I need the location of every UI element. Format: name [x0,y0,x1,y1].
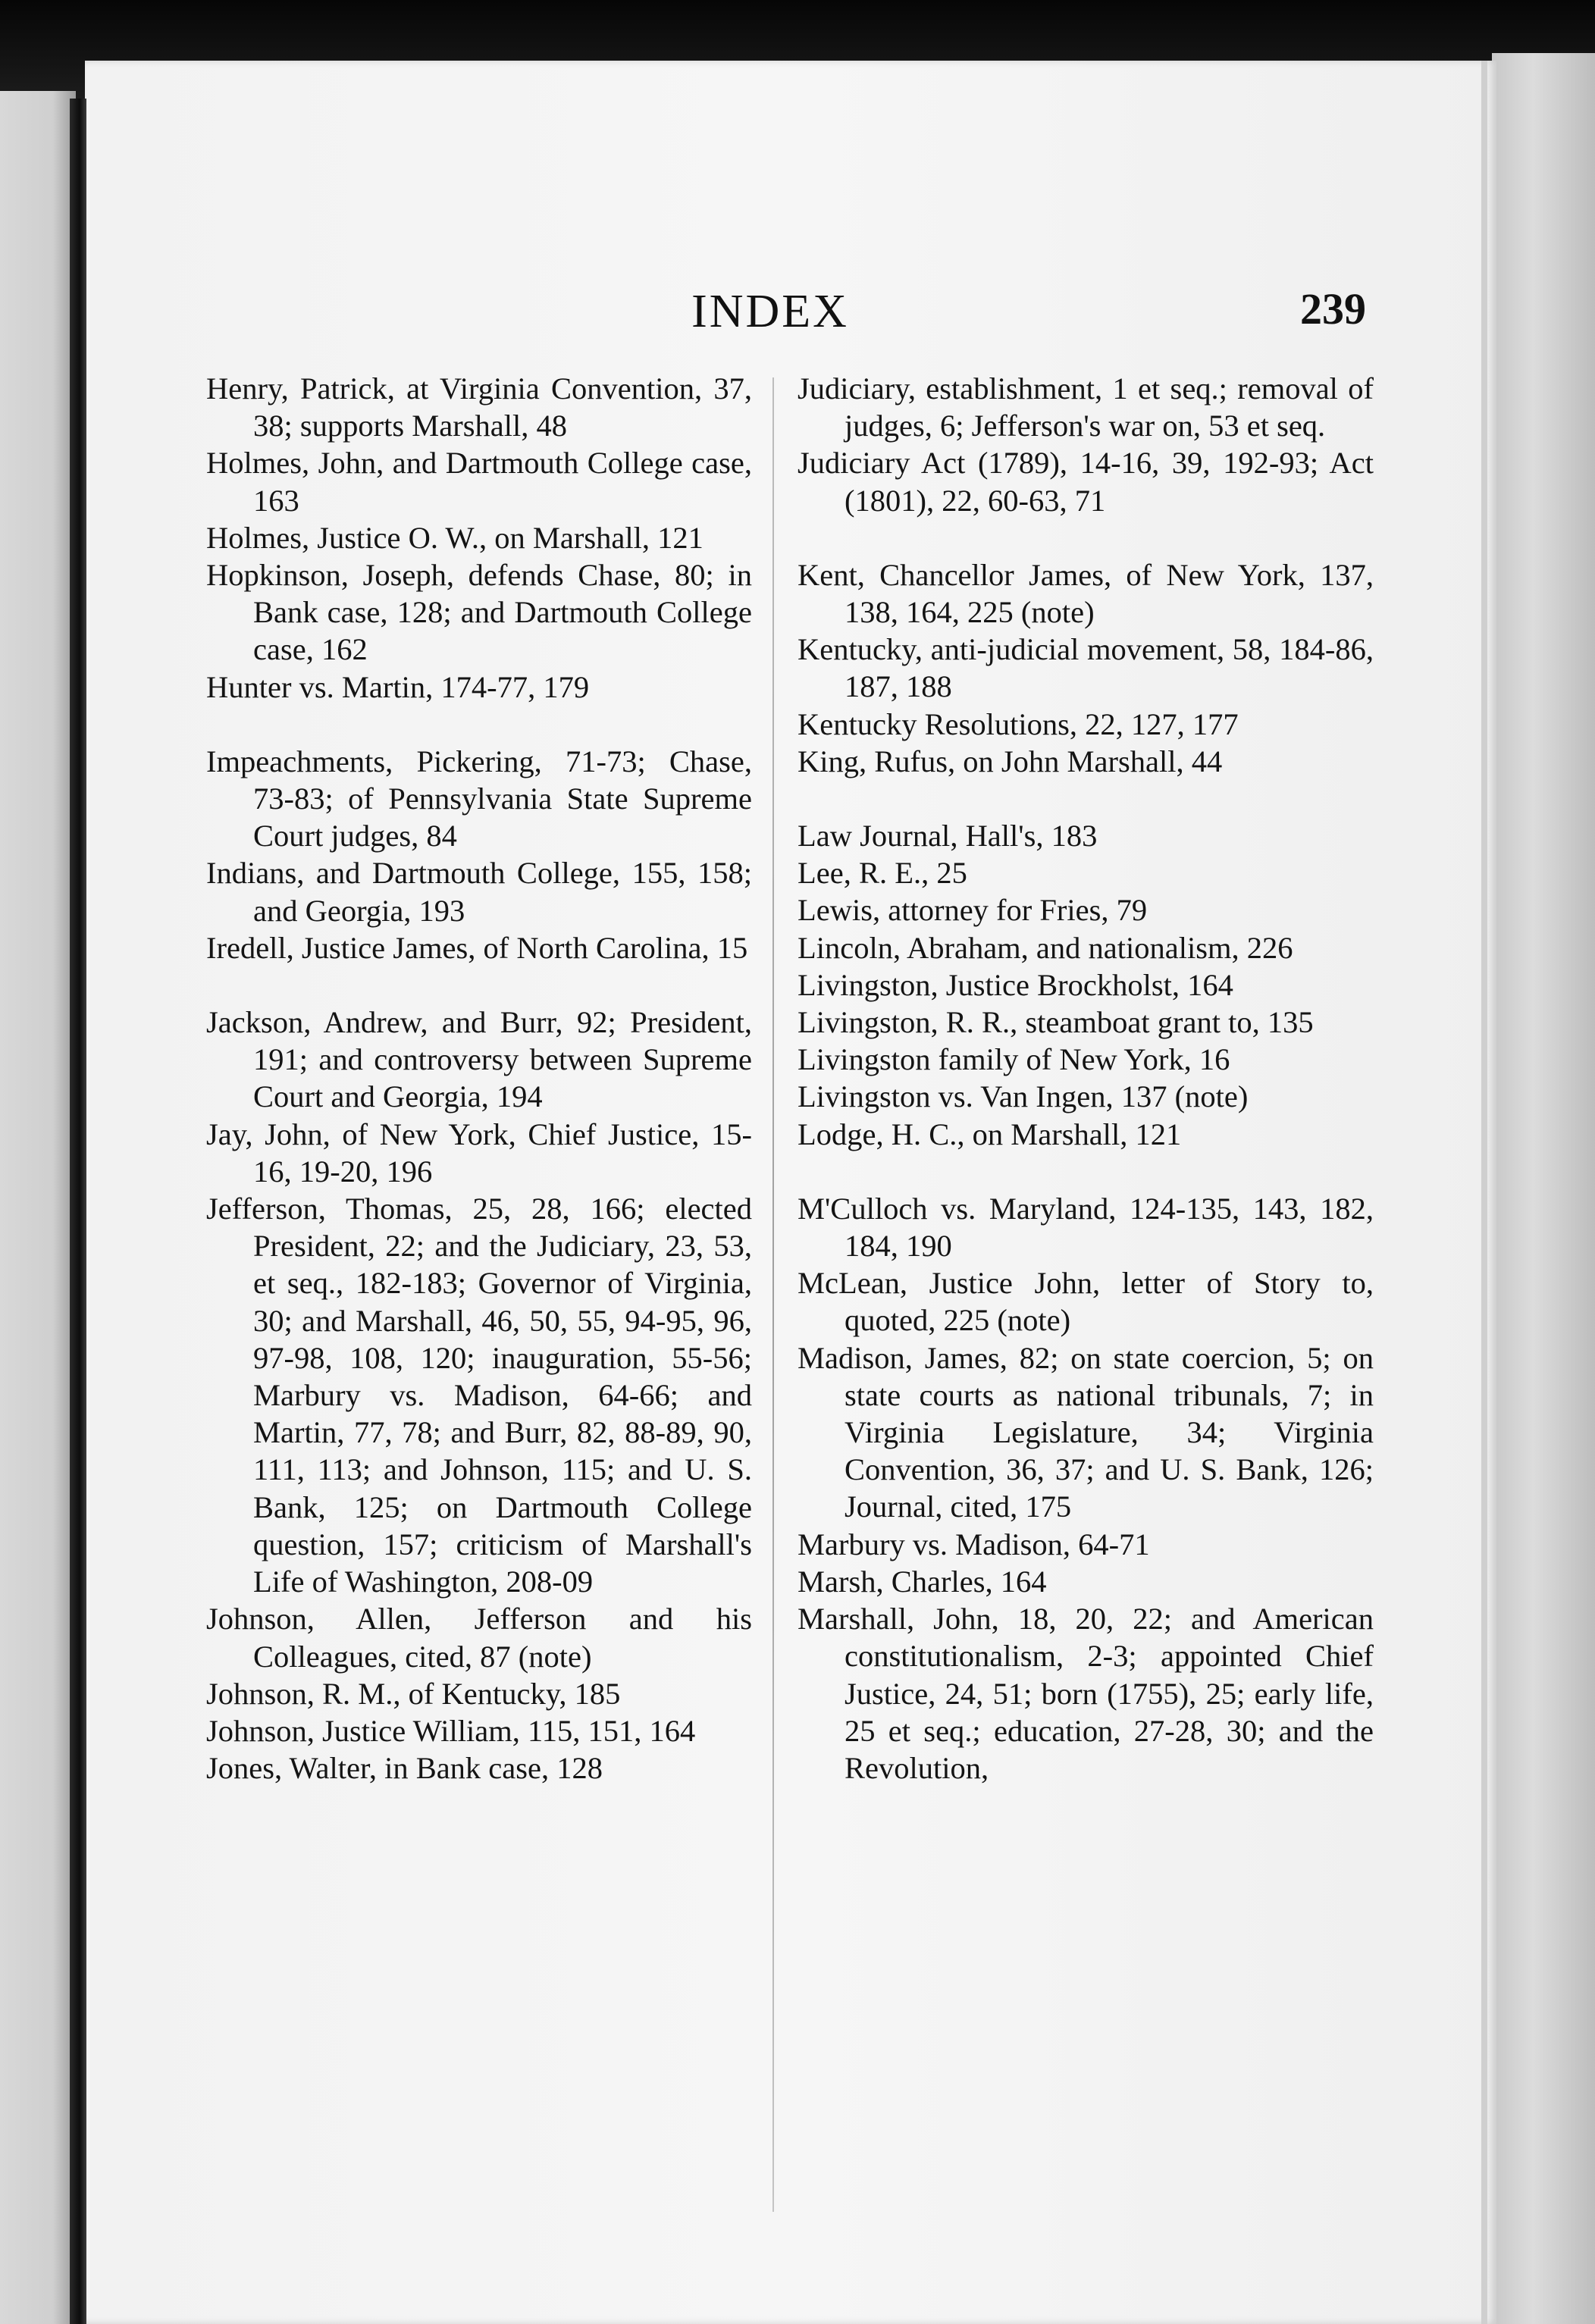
index-entry: Kentucky Resolutions, 22, 127, 177 [798,706,1239,741]
page-header [85,285,1496,353]
index-entry: Johnson, R. M., of Kentucky, 185 [206,1676,621,1711]
index-entry: Marshall, John, 18, 20, 22; and American constitutionalism, 2-3; appointed Chief Justice, 24, 51; born (1755), 25; early life, 25 et seq.; education, 27-28, 30; and the Revolution, [798,1602,1374,1785]
index-entry: Jones, Walter, in Bank case, 128 [206,1751,603,1786]
index-entry: Johnson, Allen, Jefferson and his Colleagues, cited, 87 (note) [206,1602,752,1674]
book-spine-edge [0,91,76,2324]
index-entry: Iredell, Justice James, of North Carolina, 15 [206,930,748,965]
letter-group-gap [206,966,752,1004]
index-entry: Marbury vs. Madison, 64-71 [798,1527,1150,1561]
index-entry: Livingston, Justice Brockholst, 164 [798,967,1233,1002]
index-entry: Lewis, attorney for Fries, 79 [798,893,1148,928]
index-entry: Holmes, Justice O. W., on Marshall, 121 [206,520,703,555]
index-entry: Jefferson, Thomas, 25, 28, 166; elected President, 22; and the Judiciary, 23, 53, et seq., 182-183; Governor of Virginia, 30; and Marshall, 46, 50, 55, 94-95, 96, 97-98, 108, 120; inauguration, 55-56; Marbury vs. Madison, 64-66; and Martin, 77, 78; and Burr, 82, 88-89, 90, 111, 113; and Johnson, 115; and U. S. Bank, 125; on Dartmouth College question, 157; criticism of Marshall's Life of Washington, 208-09 [206,1192,752,1599]
index-entry: Madison, James, 82; on state coercion, 5; on state courts as national tribunals, 7; in Virginia Legislature, 34; Virginia Convention, 36, 37; and U. S. Bank, 126; Journal, cited, 175 [798,1340,1374,1524]
index-entry: Judiciary Act (1789), 14-16, 39, 192-93; Act (1801), 22, 60-63, 71 [798,446,1374,518]
index-entry: Hunter vs. Martin, 174-77, 179 [206,669,590,704]
index-entry: Lee, R. E., 25 [798,856,967,891]
index-entry: Livingston, R. R., steamboat grant to, 135 [798,1005,1314,1040]
index-entry: Law Journal, Hall's, 183 [798,819,1098,853]
spine-shadow [70,99,86,2324]
index-entry: Jay, John, of New York, Chief Justice, 15-16, 19-20, 196 [206,1117,752,1189]
index-entry: Lodge, H. C., on Marshall, 121 [798,1117,1182,1151]
letter-group-gap [798,780,1374,817]
running-head: INDEX [691,286,849,337]
index-entry: Kent, Chancellor James, of New York, 137, 138, 164, 225 (note) [798,557,1374,630]
page-number: 239 [1300,284,1366,334]
index-entry: Indians, and Dartmouth College, 155, 158; and Georgia, 193 [206,856,752,928]
index-entry: Hopkinson, Joseph, defends Chase, 80; in Bank case, 128; and Dartmouth College case, 162 [206,558,752,667]
page-edge-line [1481,61,1487,2324]
letter-group-gap [798,519,1374,556]
letter-group-gap [798,1153,1374,1190]
index-entry: Jackson, Andrew, and Burr, 92; President, 191; and controversy between Supreme Court and Georgia, 194 [206,1005,752,1114]
index-entry: King, Rufus, on John Marshall, 44 [798,744,1223,778]
index-entry: Judiciary, establishment, 1 et seq.; removal of judges, 6; Jefferson's war on, 53 et seq. [798,371,1374,443]
index-page [85,61,1496,2324]
index-entry: Livingston family of New York, 16 [798,1042,1230,1077]
index-entry: Impeachments, Pickering, 71-73; Chase, 73-83; of Pennsylvania State Supreme Court judges, 84 [206,744,752,853]
index-entry: Holmes, John, and Dartmouth College case, 163 [206,446,752,518]
index-entry: Lincoln, Abraham, and nationalism, 226 [798,930,1293,965]
index-entry: Henry, Patrick, at Virginia Convention, 37, 38; supports Marshall, 48 [206,371,752,443]
index-entry: Johnson, Justice William, 115, 151, 164 [206,1713,696,1748]
column-divider [772,377,774,2212]
index-entry: M'Culloch vs. Maryland, 124-135, 143, 182, 184, 190 [798,1191,1374,1264]
page-stack-edge [1492,53,1595,2324]
letter-group-gap [206,706,752,743]
index-entry: Kentucky, anti-judicial movement, 58, 184-86, 187, 188 [798,632,1374,704]
index-column-left [206,370,752,1787]
index-column-right [798,370,1374,1787]
index-entry: Livingston vs. Van Ingen, 137 (note) [798,1079,1249,1114]
index-entry: McLean, Justice John, letter of Story to, quoted, 225 (note) [798,1266,1374,1338]
index-entry: Marsh, Charles, 164 [798,1564,1047,1599]
